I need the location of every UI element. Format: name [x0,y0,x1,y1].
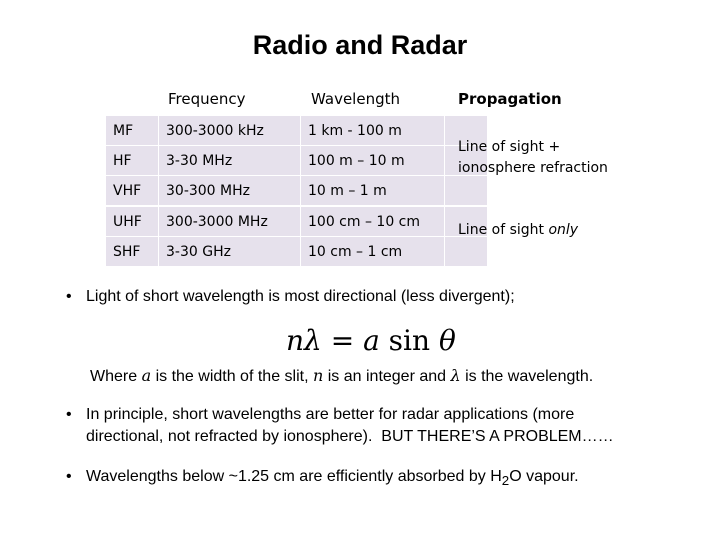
formula-sin: sin [379,324,439,357]
formula-theta: θ [438,324,456,357]
band-cell: HF [106,146,159,176]
table-row [106,176,487,207]
spacer-cell [445,176,488,207]
propagation-note-refraction [458,137,608,179]
slide-title: Radio and Radar [252,30,468,60]
absorption-text: O vapour. [509,468,579,485]
formula-equals: = [321,324,364,357]
wavelength-cell: 10 cm – 1 cm [301,237,445,267]
bullet-radar [66,404,614,448]
bullet-text: Light of short wavelength is most directional (less divergent); [86,288,515,305]
symbol-a: a [141,366,152,385]
propagation-note-line: Line of sight + [458,139,561,155]
propagation-note-text: Line of sight [458,222,549,238]
bullet-text-line2: directional, not refracted by ionosphere). BUT THERE’S A PROBLEM…… [86,428,614,445]
explanation-text: is the width of the slit, [151,368,313,385]
bullet-text-line1: In principle, short wavelengths are better for radar applications (more [86,406,575,423]
wavelength-cell: 1 km - 100 m [301,116,445,146]
frequency-cell: 300-3000 kHz [159,116,301,146]
table-row [106,146,487,176]
explanation-text: is an integer and [323,368,451,385]
formula-lambda: λ [304,324,322,357]
bullet-text [86,466,579,492]
absorption-text: Wavelengths below ~1.25 cm are efficiently absorbed by H [86,468,502,485]
frequency-cell: 30-300 MHz [159,176,301,207]
bullet-directional [66,286,515,308]
bullet-icon: • [66,406,72,423]
propagation-note-emphasis: only [548,222,579,238]
propagation-note-line-of-sight [458,220,578,241]
wavelength-cell: 100 cm – 10 cm [301,206,445,237]
band-cell: UHF [106,206,159,237]
table-row [106,206,487,237]
band-cell: VHF [106,176,159,207]
subscript: 2 [501,473,510,489]
wavelength-cell: 100 m – 10 m [301,146,445,176]
explanation-text: Where [90,368,142,385]
symbol-n: n [312,366,324,385]
explanation-text: is the wavelength. [460,368,594,385]
bullet-icon: • [66,468,72,485]
formula-explanation [90,366,593,386]
band-cell: MF [106,116,159,146]
propagation-note-line: ionosphere refraction [458,160,608,176]
header-frequency: Frequency [168,90,246,108]
band-table [106,116,487,267]
diffraction-formula [286,324,456,357]
bullet-icon: • [66,288,72,305]
spacer-cell [445,237,488,267]
table-row [106,237,487,267]
header-propagation: Propagation [458,90,562,108]
wavelength-cell: 10 m – 1 m [301,176,445,207]
frequency-cell: 300-3000 MHz [159,206,301,237]
symbol-lambda: λ [450,366,461,385]
frequency-cell: 3-30 MHz [159,146,301,176]
formula-n: n [286,324,305,357]
table-row [106,116,487,146]
bullet-absorption [66,466,579,492]
band-cell: SHF [106,237,159,267]
header-wavelength: Wavelength [311,90,400,108]
frequency-cell: 3-30 GHz [159,237,301,267]
formula-a: a [363,324,380,357]
